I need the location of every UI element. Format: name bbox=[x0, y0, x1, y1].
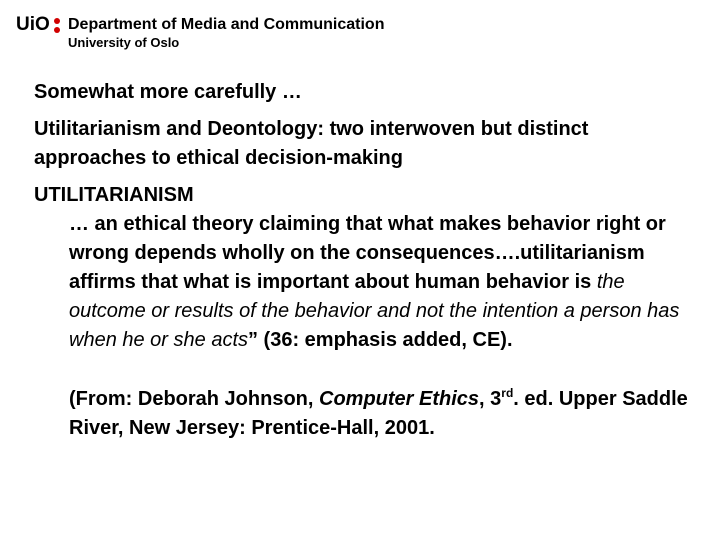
quote-tail: ” (36: emphasis added, CE). bbox=[248, 329, 513, 351]
slide-subtitle: Somewhat more carefully … bbox=[34, 81, 302, 103]
university-name: University of Oslo bbox=[68, 35, 180, 50]
quote-emphasis: the outcome or results of the behavior and not the intention a person has when he or she acts bbox=[69, 271, 680, 351]
citation bbox=[69, 385, 694, 443]
citation-book-title: Computer Ethics bbox=[319, 388, 480, 410]
slide-thesis: Utilitarianism and Deontology: two interwoven but distinct approaches to ethical decision-making bbox=[34, 118, 589, 169]
header bbox=[16, 14, 416, 54]
slide-content bbox=[34, 78, 694, 443]
citation-edition-sup: rd bbox=[501, 386, 514, 400]
logo-dots-icon bbox=[54, 18, 60, 34]
quote-text: … an ethical theory claiming that what makes behavior right or wrong depends wholly on the consequences….utilitarianism affirms that what is important about human behavior is bbox=[69, 213, 666, 293]
citation-prefix: (From: Deborah Johnson, bbox=[69, 388, 319, 410]
citation-rest: . ed. Upper Saddle River, New Jersey: Prentice-Hall, 2001. bbox=[69, 388, 688, 439]
section-heading: UTILITARIANISM bbox=[34, 184, 194, 206]
citation-edition-num: , 3 bbox=[479, 388, 502, 410]
definition-quote bbox=[69, 210, 694, 355]
department-title: Department of Media and Communication bbox=[68, 16, 385, 33]
uio-logo: UiO bbox=[16, 14, 50, 35]
